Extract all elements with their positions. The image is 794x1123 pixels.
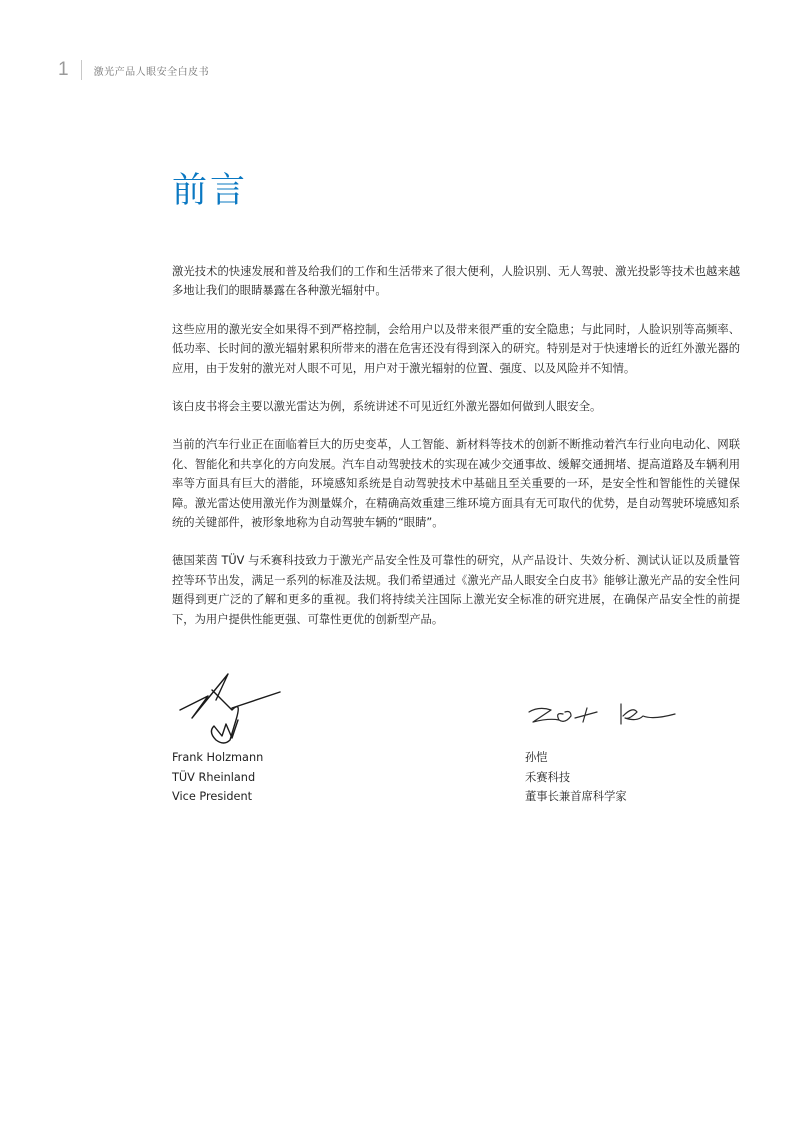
paragraph: 德国莱茵 TÜV 与禾赛科技致力于激光产品安全性及可靠性的研究，从产品设计、失效分析、测试认证以及质量管控等环节出发，满足一系列的标准及法规。我们希望通过《激光产品人眼安全白皮书》能够让激光产品的安全性问题得到更广泛的了解和更多的重视。我们将持续关注国际上激光安全标准的研究进展，在确保产品安全性的前提下，为用户提供性能更强、可靠性更优的创新型产品。 <box>172 554 740 626</box>
document-title: 激光产品人眼安全白皮书 <box>93 66 210 78</box>
header-divider <box>81 60 82 80</box>
signature-block-left <box>172 660 412 807</box>
paragraph: 当前的汽车行业正在面临着巨大的历史变革，人工智能、新材料等技术的创新不断推动着汽车行业向电动化、网联化、智能化和共享化的方向发展。汽车自动驾驶技术的实现在减少交通事故、缓解交通拥堵、提高道路及车辆利用率等方面具有巨大的潜能，环境感知系统是自动驾驶技术中基础且至关重要的一环，是安全性和智能性的关键保障。激光雷达使用激光作为测量媒介，在精确高效重建三维环境方面具有无可取代的优势，是自动驾驶环境感知系统的关键部件，被形象地称为自动驾驶车辆的“眼睛”。 <box>172 438 740 530</box>
signatory-name: 孙恺 <box>525 751 548 764</box>
section-heading: 前言 <box>172 171 249 211</box>
paragraph: 激光技术的快速发展和普及给我们的工作和生活带来了很大便利，人脸识别、无人驾驶、激光投影等技术也越来越多地让我们的眼睛暴露在各种激光辐射中。 <box>172 265 740 298</box>
handwritten-signature-left <box>172 660 292 748</box>
preface-body <box>172 262 740 648</box>
signatory-organization: TÜV Rheinland <box>172 770 256 784</box>
page-number: 1 <box>58 59 69 80</box>
signature-block-right <box>525 690 765 807</box>
paragraph: 这些应用的激光安全如果得不到严格控制，会给用户以及带来很严重的安全隐患；与此同时，人脸识别等高频率、低功率、长时间的激光辐射累积所带来的潜在危害还没有得到深入的研究。特别是对于快速增长的近红外激光器的应用，由于发射的激光对人眼不可见，用户对于激光辐射的位置、强度、以及风险并不知情。 <box>172 322 740 375</box>
signatory-title: Vice President <box>172 790 253 803</box>
handwritten-signature-right <box>525 690 685 748</box>
running-header <box>58 60 209 80</box>
paragraph: 该白皮书将会主要以激光雷达为例，系统讲述不可见近红外激光器如何做到人眼安全。 <box>172 400 602 414</box>
signatory-title: 董事长兼首席科学家 <box>525 790 627 803</box>
signatory-organization: 禾赛科技 <box>525 770 571 784</box>
signatory-name: Frank Holzmann <box>172 751 264 764</box>
